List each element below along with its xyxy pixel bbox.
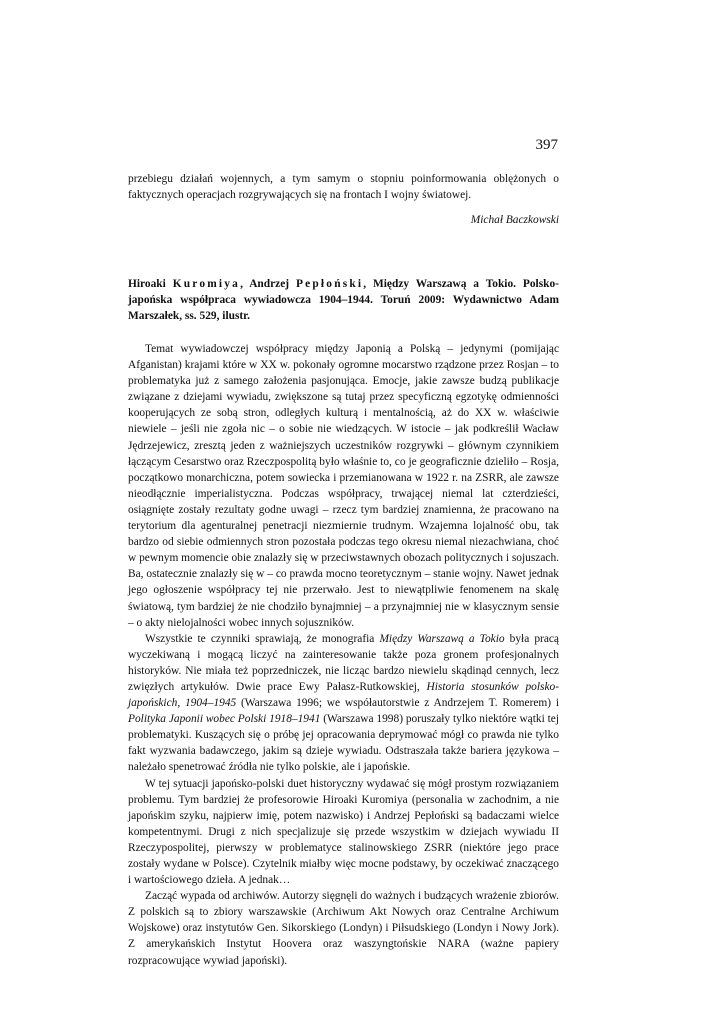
paragraph-2-text-c: (Warszawa 1996; we współautorstwie z Andrzejem T. Romerem) i	[236, 697, 559, 710]
intro-paragraph: przebiegu działań wojennych, a tym samym o stopniu poinformowania oblężonych o faktycznych operacjach rozgrywających się na frontach I wojny światowej.	[128, 173, 559, 202]
paragraph-4: Zacząć wypada od archiwów. Autorzy sięgnęli do ważnych i budzących wrażenie zbiorów. Z polskich są to zbiory warszawskie (Archiwum Akt Nowych oraz Centralne Archiwum Wojskowe) oraz instytutów Gen. Sikorskiego (Londyn) i Piłsudskiego (Londyn i Nowy Jork). Z amerykańskich Instytut Hoovera oraz waszyngtońskie NARA (ważne papiery rozpracowujące wywiad japoński).	[128, 890, 559, 967]
review-body	[128, 341, 559, 969]
author2-last-name: Pepłoński	[295, 278, 364, 290]
intro-block	[128, 171, 559, 203]
review-bibliographic-data: , Między Warszawą a Tokio. Polsko-japońska współpraca wywiadowcza 1904–1944. Toruń 2009: Wydawnictwo Adam Marszałek, ss. 529, ilustr.	[128, 278, 559, 323]
paragraph-2-text-b: była pracą wyczekiwaną i mogącą liczyć na zainteresowanie także poza gronem profesjonalnych historyków. Nie miała też poprzedniczek, nie licząc bardzo niewielu skądinąd cennych, lecz zwięzłych artykułów. Dwie prace Ewy Pałasz-Rutkowskiej,	[128, 632, 559, 693]
paragraph-2	[128, 631, 559, 776]
book-title: Między Warszawą a Tokio	[379, 632, 505, 645]
previous-review-author: Michał Baczkowski	[470, 214, 559, 226]
paragraph-2-text-d: (Warszawa 1998) poruszały tylko niektóre wątki tej problematyki. Kuszących się o próbę jej opracowania deprymować mógł co prawda nie tylko fakt wyzwania badawczego, jakim są dzieje wywiadu. Odstraszała także bariera językowa – należało spenetrować źródła nie tylko polskie, ale i japońskie.	[128, 713, 559, 774]
author1-last-name: Kuromiya	[172, 278, 241, 290]
paragraph-1: Temat wywiadowczej współpracy między Japonią a Polską – jedynymi (pomijając Afganistan) krajami które w XX w. pokonały ogromne mocarstwo rządzone przez Rosjan – to problematyka już z samego założenia pasjonująca. Emocje, jakie zawsze budzą publikacje związane z dziejami wywiadu, zwiększone są tutaj przez specyficzną egzotykę odmienności kooperujących ze sobą stron, odległych kulturą i mentalnością, aż do XX w. właściwie niewiele – jeśli nie zgoła nic – o sobie nie wiedzących. W istocie – jak podkreślił Wacław Jędrzejewicz, zresztą jeden z ważniejszych uczestników rozgrywki – głównym czynnikiem łączącym Cesarstwo oraz Rzeczpospolitą było właśnie to, co je geograficznie dzieliło – Rosja, początkowo monarchiczna, potem sowiecka i przemianowana w 1922 r. na ZSRR, ale zawsze nieodłącznie imperialistyczna. Podczas współpracy, trwającej niemal lat czterdzieści, osiągnięte zostały rezultaty godne uwagi – rzecz tym bardziej znamienna, że pracowano na terytorium dla agenturalnej penetracji niezmiernie trudnym. Wzajemna lojalność obu, tak bardzo od siebie odmiennych stron pozostała podczas tego okresu niemal niezachwiana, choć w pewnym momencie obie znalazły się w przeciwstawnych obozach politycznych i sojuszach. Ba, ostatecznie znalazły się w – co prawda mocno teoretycznym – stanie wojny. Nawet jednak jego ogłoszenie współpracy tej nie przerwało. Jest to niewątpliwie fenomenem na skalę światową, tym bardziej że nie chodziło bynajmniej – a przynajmniej nie w klasycznym sensie – o akty nielojalności wobec innych sojuszników.	[128, 343, 559, 629]
cited-title-2: Polityka Japonii wobec Polski 1918–1941	[128, 713, 321, 726]
paragraph-3: W tej sytuacji japońsko-polski duet historyczny wydawać się mógł prostym rozwiązaniem problemu. Tym bardziej że profesorowie Hiroaki Kuromiya (personalia w zachodnim, a nie japońskim szyku, najpierw imię, potem nazwisko) i Andrzej Pepłoński są badaczami wielce kompetentnymi. Drugi z nich specjalizuje się przede wszystkim w dziejach wywiadu II Rzeczypospolitej, pierwszy w problematyce stalinowskiego ZSRR (niektóre jego prace zostały wydane w Polsce). Czytelnik miałby więc mocne podstawy, by oczekiwać znaczącego i wartościowego dzieła. A jednak…	[128, 777, 559, 887]
page-number: 397	[535, 137, 558, 153]
review-header	[128, 276, 559, 324]
cited-title-1: Historia stosunków polsko-japońskich, 1904–1945	[128, 680, 559, 710]
author-separator: , Andrzej	[240, 278, 290, 290]
author1-first-name: Hiroaki	[128, 278, 166, 290]
paragraph-2-text-a: Wszystkie te czynniki sprawiają, że monografia	[145, 632, 380, 645]
